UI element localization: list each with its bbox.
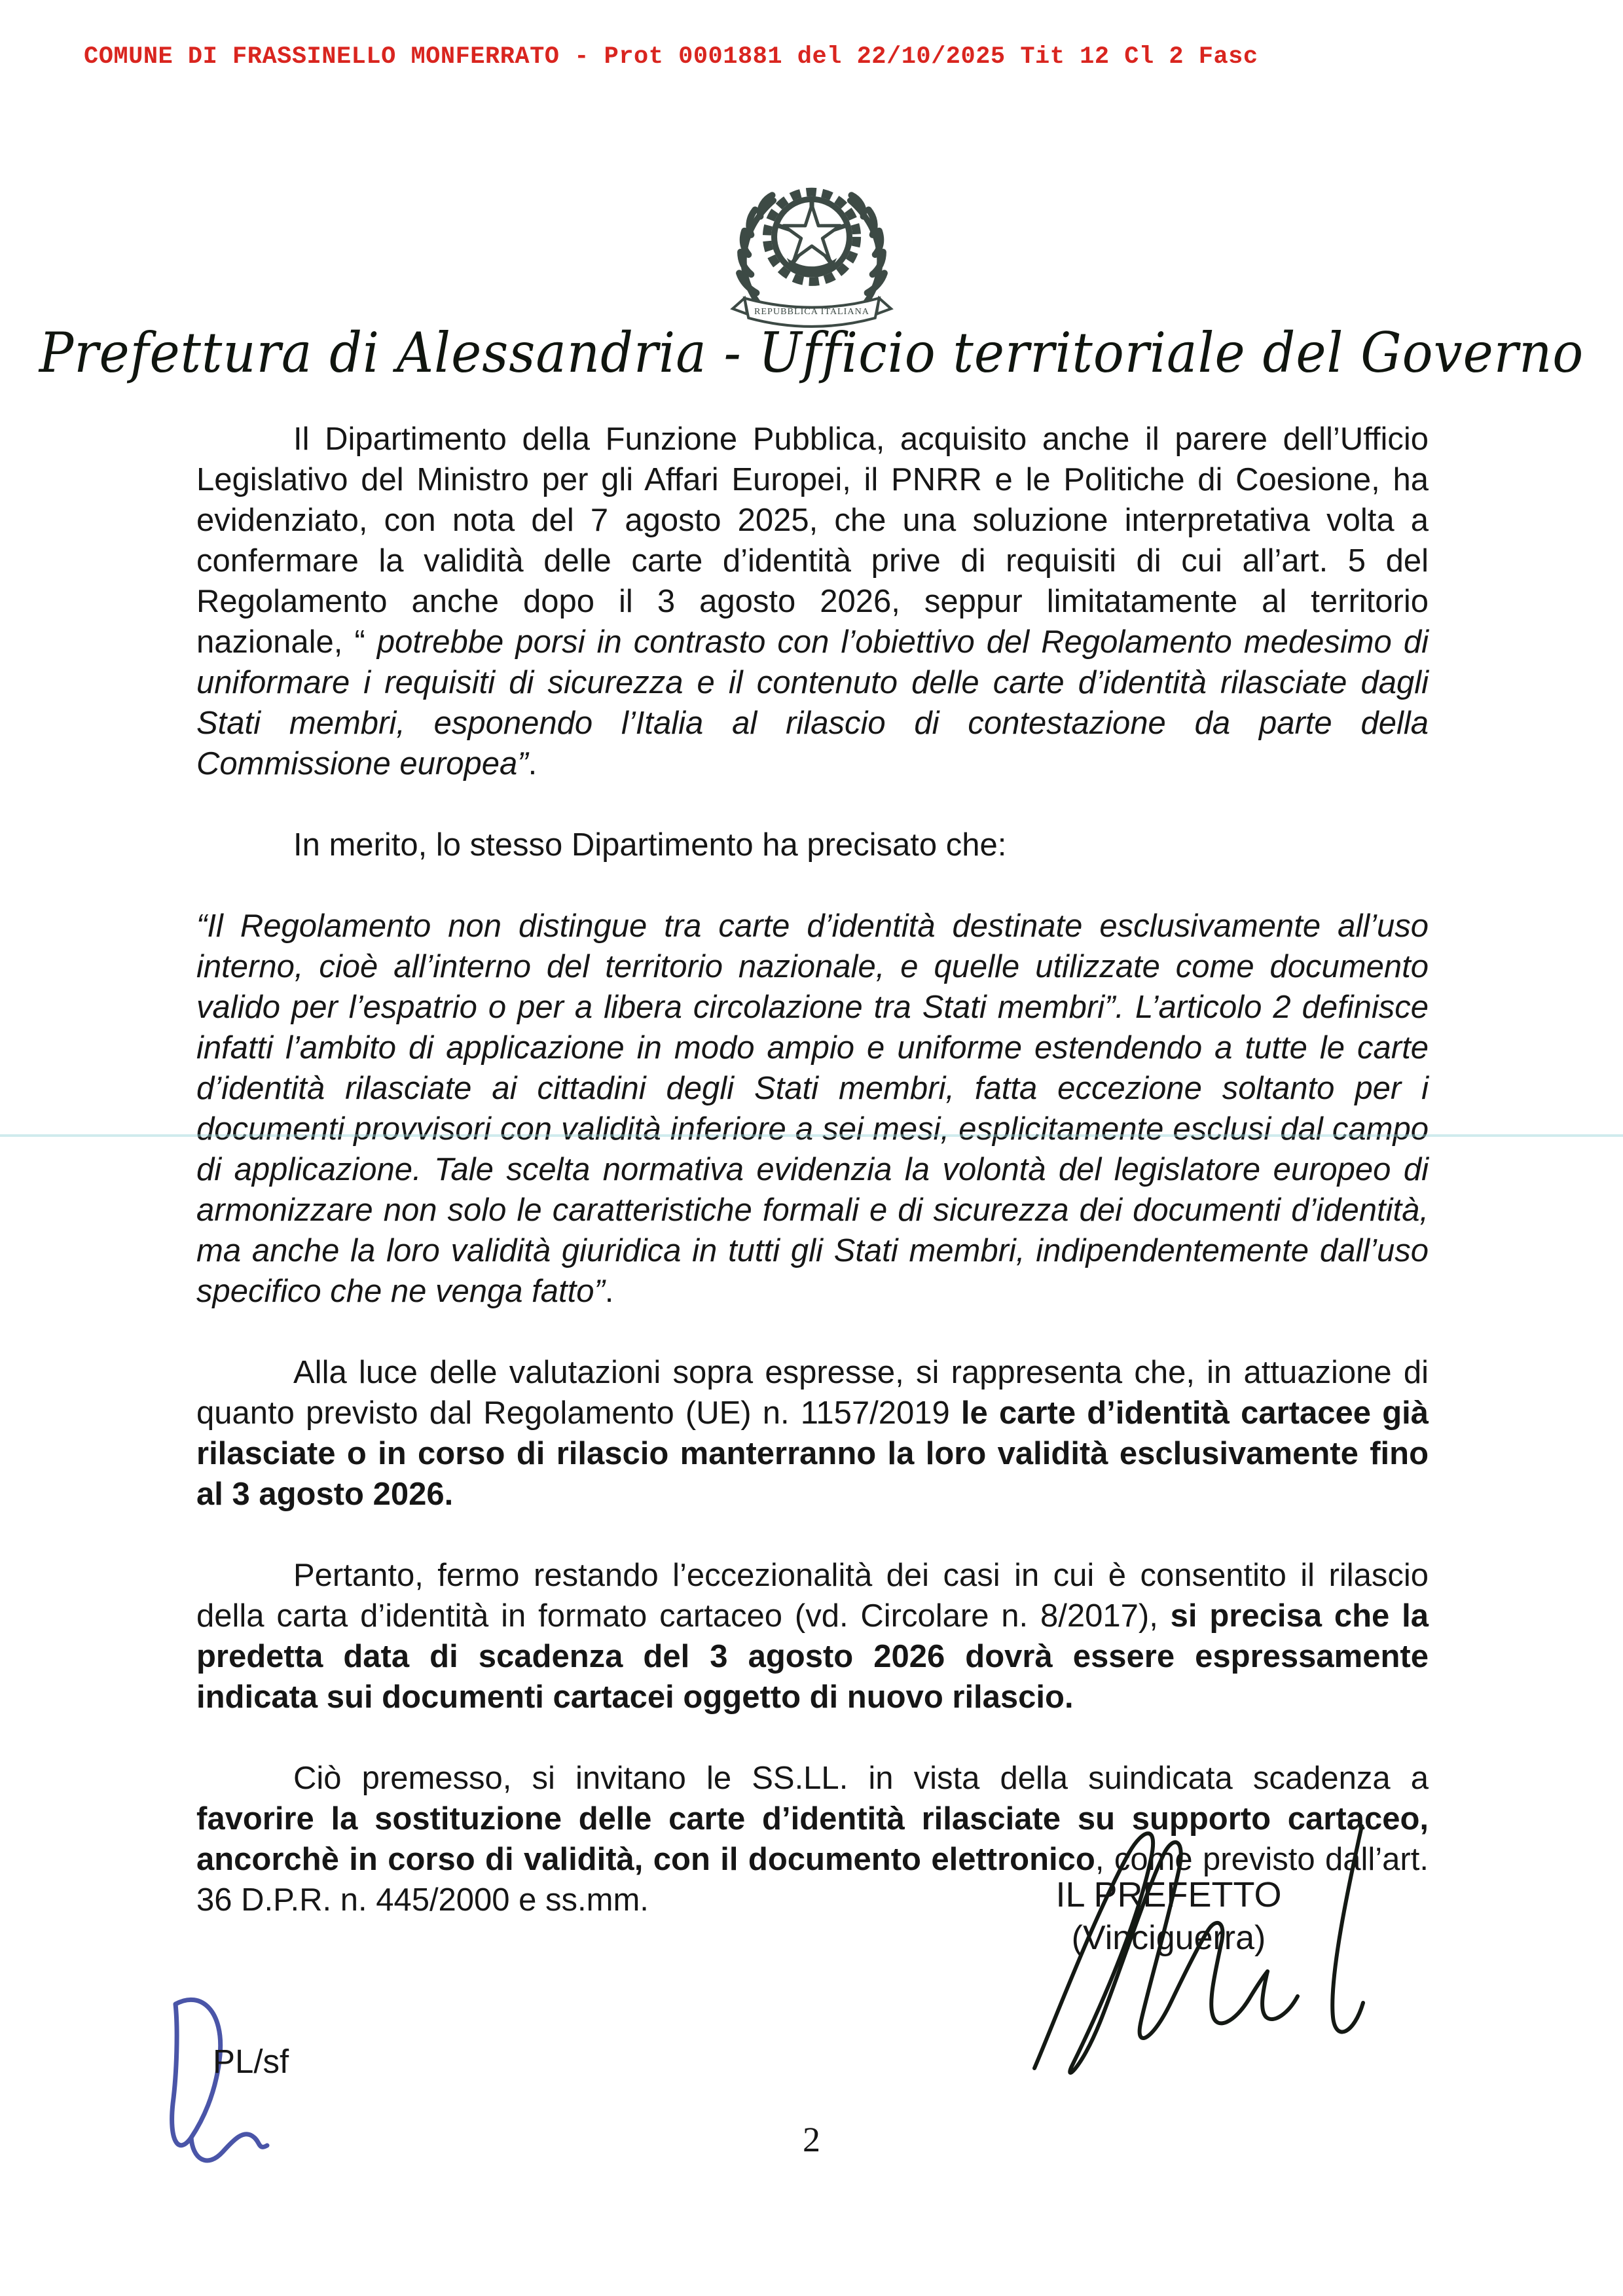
paragraph (196, 1555, 1429, 1717)
text-segment: le carte d’identità cartacee già rilasciate o in corso di rilascio manterranno la loro validità esclusivamente fino al 3 agosto 2026. (196, 1395, 1429, 1512)
text-segment: si precisa che la predetta data di scadenza del 3 agosto 2026 dovrà essere espressamente indicata sui documenti cartacei oggetto di nuovo rilascio. (196, 1598, 1429, 1715)
text-segment: Ciò premesso, si invitano le SS.LL. in vista della suindicata scadenza a (293, 1761, 1429, 1796)
text-segment: In merito, lo stesso Dipartimento ha precisato che: (293, 827, 1007, 863)
letter-body (196, 419, 1429, 1920)
text-segment: Alla luce delle valutazioni sopra espresse, si rappresenta che, in attuazione di quanto previsto dal Regolamento (UE) n. 1157/2019 (196, 1355, 1429, 1431)
signer-role: IL PREFETTO (1055, 1875, 1282, 1914)
paragraph (196, 1352, 1429, 1515)
text-segment: “Il Regolamento non distingue tra carte d’identità destinate esclusivamente all’uso interno, cioè all’interno del territorio nazionale, e quelle utilizzate come documento valido per l’espatrio o per a libera circolazione tra Stati membri”. L’articolo 2 definisce infatti l’ambito di applicazione in modo ampio e uniforme estendendo a tutte le carte d’identità rilasciate ai cittadini degli Stati membri, fatta eccezione soltanto per i documenti provvisori con validità inferiore a sei mesi, esplicitamente esclusi dal campo di applicazione. Tale scelta normativa evidenzia la volontà del legislatore europeo di armonizzare non solo le caratteristiche formali e di sicurezza dei documenti d’identità, ma anche la loro validità giuridica in tutti gli Stati membri, indipendentemente dall’uso specifico che ne venga fatto” (196, 908, 1429, 1309)
initials-label: PL/sf (213, 2043, 289, 2080)
emblem-svg (710, 169, 913, 334)
paragraph (196, 419, 1429, 784)
emblem-banner-text: REPUBBLICA ITALIANA (754, 306, 869, 317)
text-segment: favorire la sostituzione delle carte d’identità rilasciate su supporto cartaceo, ancorchè in corso di validità, con il documento elettronico (196, 1801, 1429, 1877)
text-segment: Pertanto, fermo restando l’eccezionalità dei casi in cui è consentito il rilascio della carta d’identità in formato cartaceo (vd. Circolare n. 8/2017), (196, 1558, 1429, 1634)
text-segment: Il Dipartimento della Funzione Pubblica, acquisito anche il parere dell’Ufficio Legislativo del Ministro per gli Affari Europei, il PNRR e le Politiche di Coesione, ha evidenziato, con nota del 7 agosto 2025, che una soluzione interpretativa volta a confermare la validità delle carte d’identità prive di requisiti di cui all’art. 5 del Regolamento anche dopo il 3 agosto 2026, seppur limitatamente al territorio nazionale, “ (196, 422, 1429, 660)
text-segment: . (604, 1274, 614, 1309)
paragraph (196, 825, 1429, 865)
letterhead-title: Prefettura di Alessandria - Ufficio territoriale del Governo (39, 321, 1584, 386)
text-segment: . (528, 746, 538, 781)
prefect-signature (995, 1806, 1401, 2081)
text-segment: potrebbe porsi in contrasto con l’obiettivo del Regolamento medesimo di uniformare i requisiti di sicurezza e il contenuto delle carte d’identità rilasciate dagli Stati membri, esponendo l’Italia al rilascio di contestazione da parte della Commissione europea” (196, 624, 1429, 781)
signer-name: (Vinciguerra) (1071, 1919, 1266, 1957)
italian-republic-emblem-icon (710, 169, 913, 334)
scan-artifact-line (0, 1134, 1623, 1137)
text-segment: , come previsto dall’art. 36 D.P.R. n. 445/2000 e ss.mm. (196, 1842, 1429, 1918)
paragraph (196, 906, 1429, 1312)
star-icon (784, 205, 840, 259)
protocol-stamp-header: COMUNE DI FRASSINELLO MONFERRATO - Prot 0001881 del 22/10/2025 Tit 12 Cl 2 Fasc (84, 43, 1258, 71)
page-number: 2 (803, 2120, 820, 2159)
